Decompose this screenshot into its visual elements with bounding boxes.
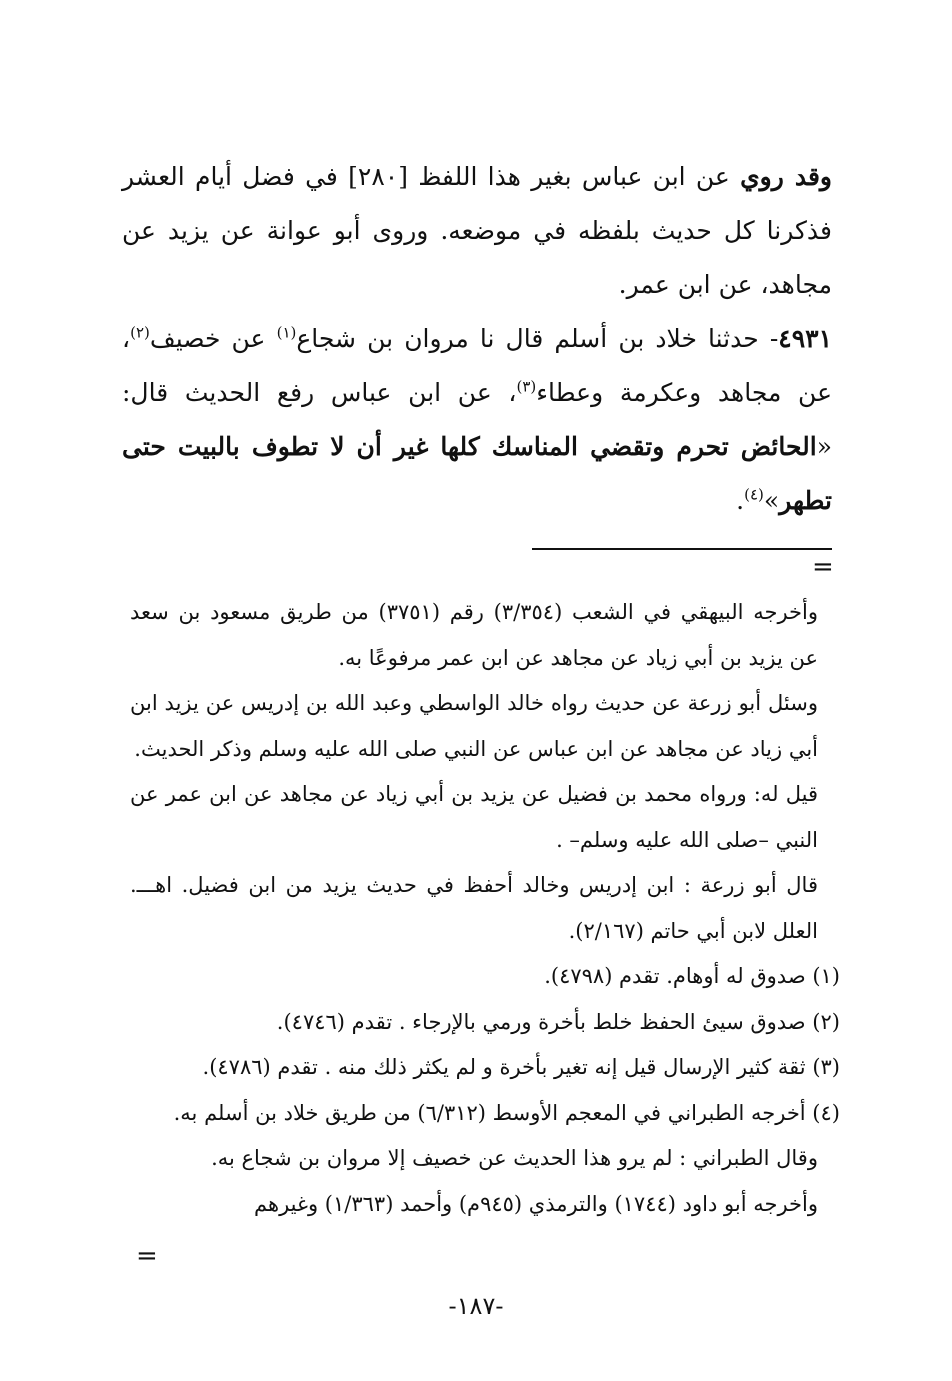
- hadith-isnad-part-1: - حدثنا خلاد بن أسلم قال نا مروان بن شجاع: [296, 324, 779, 353]
- intro-paragraph: [122, 150, 832, 312]
- hadith-number: ٤٩٣١: [778, 324, 832, 353]
- hadith-matn: الحائض تحرم وتقضي المناسك كلها غير أن لا تطوف بالبيت حتى تطهر: [122, 432, 832, 515]
- continued-on-next-mark: =: [136, 1241, 158, 1271]
- footnote-continuation-4: قال أبو زرعة : ابن إدريس وخالد أحفظ في حديث يزيد من ابن فضيل. اهـــ. العلل لابن أبي حاتم (٢/١٦٧).: [130, 873, 818, 943]
- footnotes: [130, 590, 840, 1227]
- footnote-1: (١) صدوق له أوهام. تقدم (٤٧٩٨).: [544, 964, 840, 988]
- footnote-ref-3: (٣): [516, 377, 537, 396]
- hadith-end-period: .: [736, 486, 745, 515]
- hadith-close-quote: »: [763, 486, 780, 515]
- page-number: -١٨٧-: [448, 1292, 504, 1320]
- footnote-ref-2: (٢): [130, 323, 150, 342]
- hadith-isnad-part-4: ، عن ابن عباس رفع الحديث قال: «: [122, 378, 832, 461]
- footnote-4-continuation-1: وقال الطبراني : لم يرو هذا الحديث عن خصيف إلا مروان بن شجاع به.: [211, 1146, 818, 1170]
- footnote-ref-4: (٤): [744, 485, 764, 504]
- footnote-3: (٣) ثقة كثير الإرسال قيل إنه تغير بأخرة و لم يكثر ذلك منه . تقدم (٤٧٨٦).: [202, 1055, 840, 1079]
- footnote-ref-1: (١): [276, 323, 297, 342]
- intro-text: عن ابن عباس بغير هذا اللفظ [٢٨٠] في فضل أيام العشر فذكرنا كل حديث بلفظه في موضعه. وروى أبو عوانة عن يزيد عن مجاهد، عن ابن عمر.: [122, 162, 832, 299]
- intro-bold: وقد روي: [740, 162, 832, 191]
- footnote-continuation-3: قيل له: ورواه محمد بن فضيل عن يزيد بن أبي زياد عن مجاهد عن ابن عمر عن النبي –صلى الله عليه وسلم– .: [130, 782, 818, 852]
- footnote-continuation-1: وأخرجه البيهقي في الشعب (٣/٣٥٤) رقم (٣٧٥١) من طريق مسعود بن سعد عن يزيد بن أبي زياد عن مجاهد عن ابن عمر مرفوعًا به.: [130, 600, 818, 670]
- hadith-isnad-part-3: ، عن مجاهد وعكرمة وعطاء: [122, 324, 832, 407]
- hadith-isnad-part-2: عن خصيف: [149, 324, 277, 353]
- footnote-continuation-2: وسئل أبو زرعة عن حديث رواه خالد الواسطي وعبد الله بن إدريس عن يزيد ابن أبي زياد عن مجاهد عن ابن عباس عن النبي صلى الله عليه وسلم وذكر الحديث.: [130, 691, 818, 761]
- footnote-4: (٤) أخرجه الطبراني في المعجم الأوسط (٦/٣١٢) من طريق خلاد بن أسلم به.: [173, 1100, 840, 1125]
- continued-from-previous-mark: =: [812, 552, 834, 582]
- footnote-2: (٢) صدوق سيئ الحفظ خلط بأخرة ورمي بالإرجاء . تقدم (٤٧٤٦).: [276, 1009, 840, 1034]
- hadith-paragraph: [122, 312, 832, 528]
- footnote-separator: [532, 548, 832, 550]
- footnote-4-continuation-2: وأخرجه أبو داود (١٧٤٤) والترمذي (٩٤٥م) وأحمد (١/٣٦٣) وغيرهم: [254, 1191, 818, 1216]
- main-text: [122, 150, 832, 528]
